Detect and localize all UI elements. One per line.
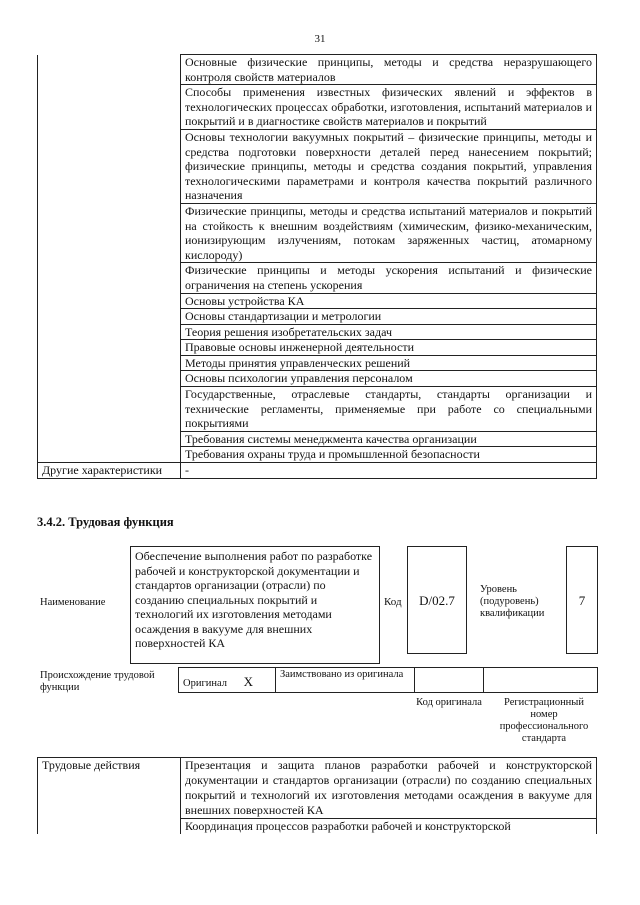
knowledge-item: Основные физические принципы, методы и средства неразрушающего контроля свойств материалов bbox=[181, 55, 597, 85]
other-characteristics-label: Другие характеристики bbox=[38, 463, 181, 479]
code-original-caption: Код оригинала bbox=[416, 697, 482, 708]
section-heading: 3.4.2. Трудовая функция bbox=[37, 515, 174, 529]
knowledge-item: Основы стандартизации и метрологии bbox=[181, 309, 597, 325]
original-label: Оригинал bbox=[183, 678, 227, 689]
knowledge-item: Основы устройства КА bbox=[181, 293, 597, 309]
page-number: 31 bbox=[314, 33, 326, 45]
knowledge-item: Основы технологии вакуумных покрытий – физические принципы, методы и средства подготовки поверхности деталей перед нанесением покрытий; физические принципы, методы и средства создания покрытий, управления технологическими параметрами и контроля качества покрытий различного назначения bbox=[181, 129, 597, 203]
knowledge-item: Основы психологии управления персоналом bbox=[181, 371, 597, 387]
level-box bbox=[566, 546, 598, 654]
original-mark: X bbox=[243, 674, 254, 689]
borrowed-cell bbox=[275, 667, 415, 693]
knowledge-item: Способы применения известных физических явлений и эффектов в технологических процессах обработки, изготовления, испытаний материалов и покрытий и в диагностике свойств материалов и покрытий bbox=[181, 85, 597, 130]
level-value: 7 bbox=[578, 593, 586, 608]
knowledge-item: Требования охраны труда и промышленной безопасности bbox=[181, 447, 597, 463]
labor-action-item: Координация процессов разработки рабочей и конструкторской bbox=[181, 819, 597, 835]
knowledge-item: Физические принципы и методы ускорения испытаний и физические ограничения на степень ускорения bbox=[181, 263, 597, 293]
knowledge-label-cell bbox=[38, 55, 181, 463]
other-characteristics-value: - bbox=[181, 463, 597, 479]
reg-number-cell bbox=[483, 667, 598, 693]
original-cell bbox=[178, 667, 276, 693]
knowledge-item: Правовые основы инженерной деятельности bbox=[181, 340, 597, 356]
knowledge-item: Методы принятия управленческих решений bbox=[181, 355, 597, 371]
labor-action-item: Презентация и защита планов разработки рабочей и конструкторской документации и стандартов организации (отрасли) по созданию специальных покрытий и технологий их изготовления методами осаждения в вакууме для внешних поверхностей КА bbox=[181, 758, 597, 819]
origin-label: Происхождение трудовой функции bbox=[40, 670, 155, 693]
borrowed-label: Заимствовано из оригинала bbox=[280, 669, 404, 680]
origin-row bbox=[178, 667, 598, 693]
knowledge-item: Теория решения изобретательских задач bbox=[181, 324, 597, 340]
function-name-value: Обеспечение выполнения работ по разработке рабочей и конструкторской документации и стандартов организации (отрасли) по созданию специальных покрытий и технологий их изготовления методами осаждения в вакууме для внешних поверхностей КА bbox=[135, 549, 373, 650]
level-label: Уровень (подуровень) квалификации bbox=[480, 584, 545, 619]
knowledge-item: Государственные, отраслевые стандарты, стандарты организации и технические регламенты, применяемые при работе со специальными покрытиями bbox=[181, 387, 597, 432]
code-box bbox=[407, 546, 467, 654]
function-name-box bbox=[130, 546, 380, 664]
labor-actions-label: Трудовые действия bbox=[38, 758, 181, 835]
code-value: D/02.7 bbox=[419, 593, 455, 608]
name-label: Наименование bbox=[40, 597, 106, 608]
code-original-cell bbox=[414, 667, 484, 693]
code-label: Код bbox=[384, 596, 402, 608]
labor-actions-table bbox=[37, 757, 597, 834]
reg-number-caption: Регистрационный номер профессионального стандарта bbox=[499, 697, 589, 744]
knowledge-table bbox=[37, 54, 597, 479]
knowledge-item: Физические принципы, методы и средства испытаний материалов и покрытий на стойкость к внешним воздействиям (химическим, физико-механическим, ионизирующим излучениям, потокам заряженных частиц, атомарному кислороду) bbox=[181, 203, 597, 262]
knowledge-item: Требования системы менеджмента качества организации bbox=[181, 431, 597, 447]
